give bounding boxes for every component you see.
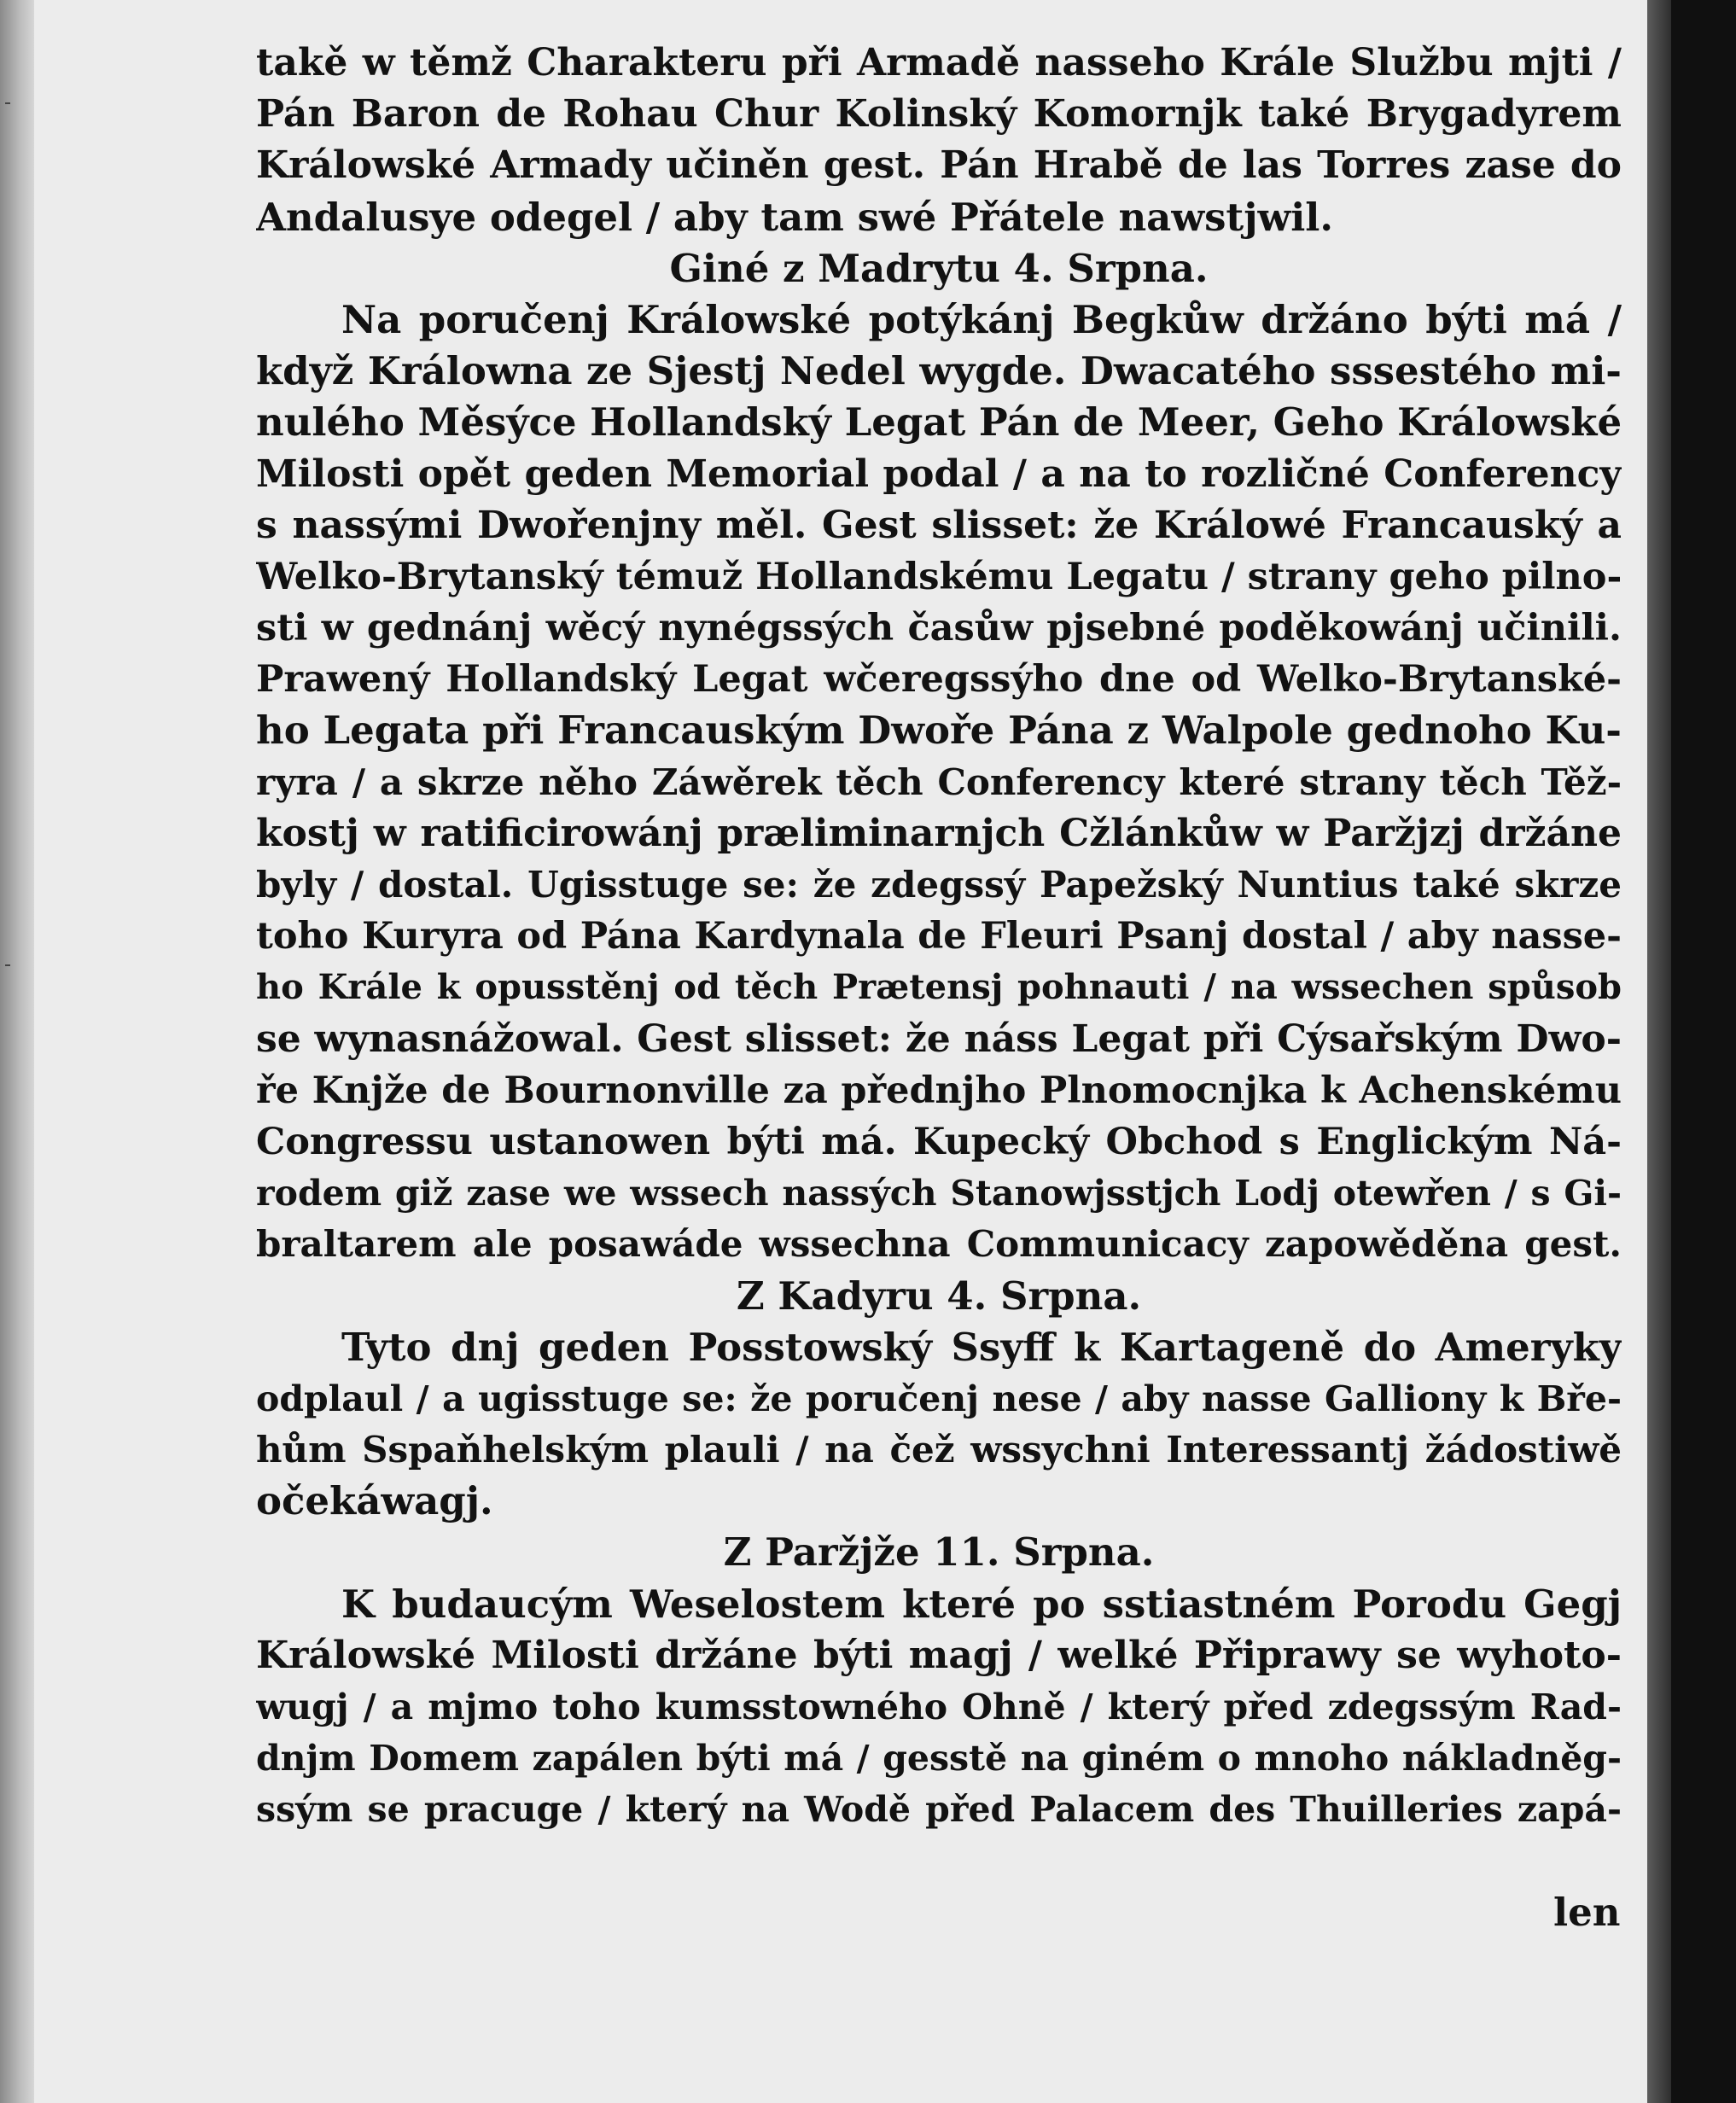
text-line: Králowské Armady učiněn gest. Pán Hrabě de las Torres zase do bbox=[256, 143, 1622, 188]
text-line: ssým se pracuge / který na Wodě před Palacem des Thuilleries zapá- bbox=[256, 1789, 1622, 1831]
text-line: Prawený Hollandský Legat wčeregssýho dne od Welko-Brytanské- bbox=[256, 658, 1622, 702]
text-line: Andalusye odegel / aby tam swé Přátele nawstjwil. bbox=[256, 194, 1334, 240]
text-line: K budaucým Weselostem které po sstiastném Porodu Gegj bbox=[341, 1581, 1622, 1627]
text-line: sti w gednánj wěcý nynégssých časůw pjsebné poděkowánj učinili. bbox=[256, 607, 1622, 650]
text-line: Králowské Milosti držáne býti magj / welké Připrawy se wyhoto- bbox=[256, 1633, 1622, 1677]
margin-mark bbox=[5, 102, 10, 104]
scan-background-left bbox=[0, 0, 34, 2103]
text-line: kostj w ratificirowánj præliminarnjch Cžlánkůw w Paržjzj držáne bbox=[256, 811, 1622, 855]
text-line: rodem giž zase we wssech nassých Stanowjsstjch Lodj otewřen / s Gi- bbox=[256, 1173, 1622, 1215]
text-line: hům Sspaňhelským plauli / na čež wssychni Interessantj žádostiwě bbox=[256, 1429, 1622, 1471]
text-line: očekáwagj. bbox=[256, 1478, 493, 1524]
text-line: wugj / a mjmo toho kumsstowného Ohně / který před zdegssým Rad- bbox=[256, 1686, 1622, 1727]
scan-background-right bbox=[1671, 0, 1736, 2103]
section-heading-paris: Z Paržjže 11. Srpna. bbox=[723, 1529, 1155, 1576]
section-heading-cadiz: Z Kadyru 4. Srpna. bbox=[736, 1273, 1142, 1319]
text-line: Na poručenj Králowské potýkánj Begkůw držáno býti má / bbox=[341, 296, 1622, 342]
text-line: se wynasnážowal. Gest slisset: že náss Legat při Cýsařským Dwo- bbox=[256, 1017, 1622, 1061]
section-heading-madrid: Giné z Madrytu 4. Srpna. bbox=[669, 245, 1209, 291]
text-line: Pán Baron de Rohau Chur Kolinský Komornjk také Brygadyrem bbox=[256, 92, 1622, 137]
text-line: nulého Měsýce Hollandský Legat Pán de Meer, Geho Králowské bbox=[256, 399, 1622, 446]
margin-mark bbox=[5, 964, 10, 966]
text-line: Tyto dnj geden Posstowský Ssyff k Kartageně do Ameryky bbox=[341, 1324, 1622, 1370]
text-line: braltarem ale posawáde wssechna Communicacy zapowěděna gest. bbox=[256, 1223, 1622, 1266]
text-line: ho Krále k opusstěnj od těch Prætensj pohnauti / na wssechen spůsob bbox=[256, 967, 1622, 1008]
text-line: Congressu ustanowen býti má. Kupecký Obchod s Englickým Ná- bbox=[256, 1120, 1622, 1163]
page-edge-shadow bbox=[1647, 0, 1671, 2103]
text-line: toho Kuryra od Pána Kardynala de Fleuri Psanj dostal / aby nasse- bbox=[256, 915, 1622, 958]
text-line: takě w těmž Charakteru při Armadě nasseho Krále Službu mjti / bbox=[256, 41, 1622, 84]
page-text bbox=[256, 38, 1622, 1836]
text-line: byly / dostal. Ugisstuge se: že zdegssý Papežský Nuntius také skrze bbox=[256, 864, 1622, 906]
text-line: ryra / a skrze něho Záwěrek těch Conferency které strany těch Těž- bbox=[256, 760, 1622, 803]
text-line: dnjm Domem zapálen býti má / gesstě na giném o mnoho nákladněg- bbox=[256, 1738, 1622, 1780]
text-line: ho Legata při Francauským Dwoře Pána z Walpole gednoho Ku- bbox=[256, 708, 1622, 754]
text-line: Milosti opět geden Memorial podal / a na to rozličné Conferency bbox=[256, 451, 1622, 496]
text-line: ře Knjže de Bournonville za přednjho Plnomocnjka k Achenskému bbox=[256, 1069, 1622, 1112]
text-line: s nassými Dwořenjny měl. Gest slisset: že Králowé Francauský a bbox=[256, 503, 1622, 547]
text-line: Welko-Brytanský témuž Hollandskému Legatu / strany geho pilno- bbox=[256, 555, 1622, 598]
text-line: odplaul / a ugisstuge se: že poručenj nese / aby nasse Galliony k Bře- bbox=[256, 1378, 1622, 1419]
text-line: když Králowna ze Sjestj Nedel wygde. Dwacatého sssestého mi- bbox=[256, 348, 1622, 394]
catchword: len bbox=[1553, 1890, 1621, 1935]
